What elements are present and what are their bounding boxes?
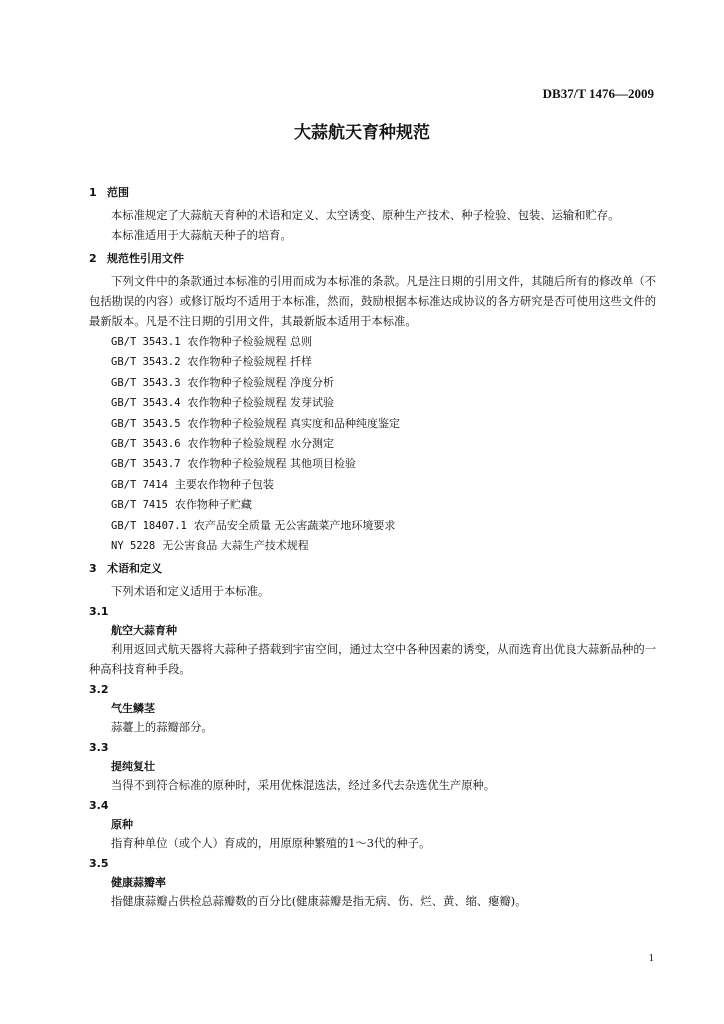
- reference-name: 主要农作物种子包装: [174, 477, 274, 491]
- standard-code: DB37/T 1476—2009: [542, 86, 654, 101]
- reference-code: GB/T 18407.1: [111, 519, 187, 532]
- reference-item: [89, 536, 656, 556]
- scope-paragraph: 本标准适用于大蒜航天种子的培育。: [111, 229, 292, 242]
- reference-item: [89, 454, 656, 474]
- reference-name: 农作物种子检验规程 扦样: [187, 355, 313, 369]
- reference-name: 农作物种子检验规程 总则: [187, 335, 313, 348]
- reference-item: [89, 332, 656, 352]
- term-definition: 指健康蒜瓣占供检总蒜瓣数的百分比(健康蒜瓣是指无病、伤、烂、黄、缩、瘪瓣)。: [111, 895, 527, 909]
- section-number: 3: [89, 562, 97, 576]
- reference-list: [89, 332, 656, 556]
- reference-code: GB/T 3543.1: [111, 336, 181, 348]
- section-title: 范围: [107, 186, 129, 199]
- term-name: 提纯复壮: [111, 760, 155, 774]
- reference-name: 农作物种子贮藏: [174, 498, 252, 512]
- reference-code: GB/T 3543.6: [111, 438, 181, 451]
- reference-name: 农作物种子检验规程 真实度和品种纯度鉴定: [187, 416, 401, 430]
- term-name: 气生鳞茎: [111, 702, 155, 716]
- term-number: 3.5: [89, 857, 109, 871]
- reference-name: 农作物种子检验规程 水分测定: [187, 437, 335, 451]
- section-heading-references: [89, 249, 656, 269]
- term-number: 3.2: [89, 683, 109, 697]
- term-name: 健康蒜瓣率: [111, 876, 166, 890]
- reference-code: GB/T 3543.2: [111, 356, 181, 369]
- section-heading-scope: [89, 183, 656, 203]
- terms-intro: 下列术语和定义适用于本标准。: [111, 585, 270, 599]
- scope-paragraph: 本标准规定了大蒜航天育种的术语和定义、太空诱变、原种生产技术、种子检验、包装、运输和贮存。: [111, 209, 620, 222]
- document-body: [89, 180, 656, 912]
- term-definition: 指育种单位（或个人）育成的，用原原种繁殖的1～3代的种子。: [111, 837, 431, 851]
- term-name: 航空大蒜育种: [111, 624, 177, 638]
- reference-code: NY 5228: [111, 540, 156, 553]
- reference-code: GB/T 7415: [111, 499, 168, 512]
- section-title: 术语和定义: [107, 562, 162, 576]
- reference-item: [89, 434, 656, 454]
- references-intro: 下列文件中的条款通过本标准的引用而成为本标准的条款。凡是注日期的引用文件，其随后所有的修改单（不包括勘误的内容）或修订版均不适用于本标准，然而，鼓励根据本标准达成协议的各方研究是否可使用这些文件的最新版本。凡是不注日期的引用文件，其最新版本适用于本标准。: [89, 275, 656, 328]
- reference-item: [89, 495, 656, 515]
- term-number: 3.3: [89, 741, 109, 755]
- reference-name: 无公害食品 大蒜生产技术规程: [162, 539, 309, 553]
- reference-item: [89, 414, 656, 434]
- section-heading-terms: [89, 559, 656, 579]
- term-definition: 当得不到符合标准的原种时，采用优株混选法，经过多代去杂选优生产原种。: [111, 779, 496, 793]
- reference-code: GB/T 3543.5: [111, 417, 181, 430]
- term-number: 3.4: [89, 799, 109, 813]
- reference-name: 农作物种子检验规程 净度分析: [187, 375, 335, 389]
- reference-code: GB/T 3543.4: [111, 397, 181, 410]
- reference-name: 农作物种子检验规程 其他项目检验: [187, 457, 357, 471]
- document-title: 大蒜航天育种规范: [294, 123, 430, 143]
- reference-item: [89, 373, 656, 393]
- reference-name: 农作物种子检验规程 发芽试验: [187, 396, 335, 410]
- section-title: 规范性引用文件: [107, 252, 184, 265]
- reference-item: [89, 393, 656, 413]
- reference-code: GB/T 3543.7: [111, 458, 181, 471]
- section-number: 2: [89, 252, 97, 265]
- reference-code: GB/T 7414: [111, 478, 168, 491]
- term-definition: 蒜薹上的蒜瓣部分。: [111, 721, 213, 735]
- reference-item: [89, 352, 656, 372]
- term-name: 原种: [111, 818, 133, 832]
- term-number: 3.1: [89, 605, 109, 619]
- term-definition: 利用返回式航天器将大蒜种子搭载到宇宙空间，通过太空中各种因素的诱变，从而选育出优良大蒜新品种的一种高科技育种手段。: [89, 643, 656, 677]
- page-number: 1: [648, 952, 654, 964]
- section-number: 1: [89, 186, 97, 199]
- reference-code: GB/T 3543.3: [111, 376, 181, 389]
- reference-item: [89, 475, 656, 495]
- reference-item: [89, 516, 656, 536]
- reference-name: 农产品安全质量 无公害蔬菜产地环境要求: [193, 518, 396, 532]
